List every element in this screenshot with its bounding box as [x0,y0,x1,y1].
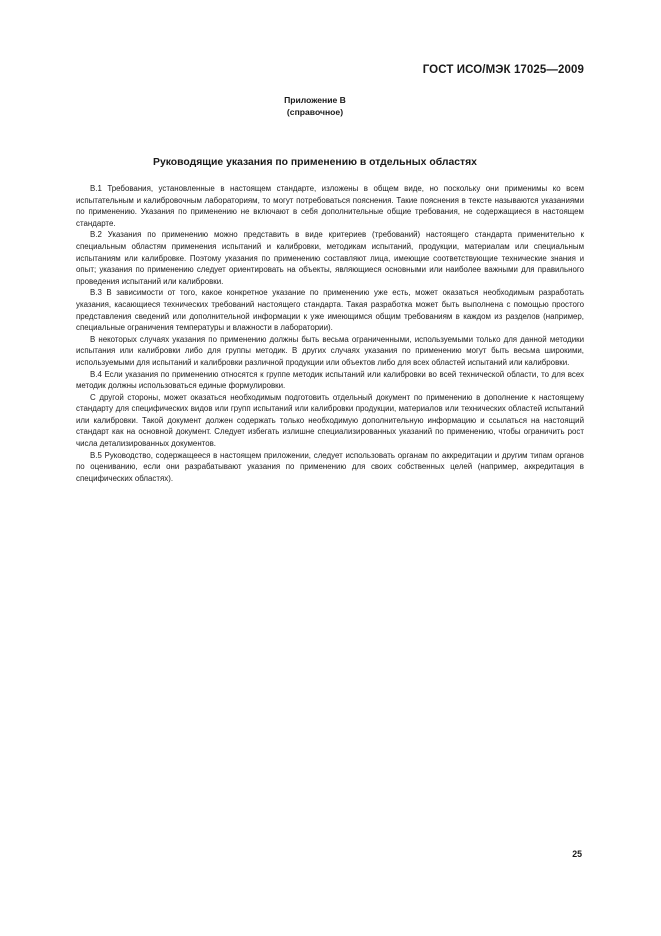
section-title: Руководящие указания по применению в отдельных областях [153,157,477,168]
paragraph-b2: В.2 Указания по применению можно представить в виде критериев (требований) настоящего стандарта применительно к специальным областям применения испытаний и калибровки, методикам испытаний, продукции, материалам или специальным испытаниям или калибровке. Поэтому указания по применению составляют лица, имеющие соответствующие технические знания и опыт; указания по применению следует ориентировать на объекты, являющиеся основными или наиболее важными для правильного проведения испытаний или калибровки. [76,230,584,286]
page-number: 25 [572,849,582,859]
appendix-heading [0,94,630,118]
paragraph-b1: В.1 Требования, установленные в настоящем стандарте, изложены в общем виде, но поскольку они применимы ко всем испытательным и калибровочным лабораториям, то могут потребоваться пояснения. Такие пояснения в тексте называются указаниями по применению. Указания по применению не включают в себя дополнительные общие требования, не содержащиеся в настоящем стандарте. [76,184,584,228]
paragraph-b4-continued: С другой стороны, может оказаться необходимым подготовить отдельный документ по применению в дополнение к настоящему стандарту для специфических видов или групп испытаний или калибровки продукции, материалов или технических областей испытаний или калибровки. Такой документ должен содержать только необходимую дополнительную информацию и ссылаться на настоящий стандарт как на основной документ. Следует избегать излишне специализированных указаний по применению, чтобы ограничить рост числа детализированных документов. [76,392,584,449]
standard-code-header: ГОСТ ИСО/МЭК 17025—2009 [422,64,584,76]
body-text [76,183,584,484]
paragraph-b5: В.5 Руководство, содержащееся в настоящем приложении, следует использовать органам по аккредитации и другим типам органов по оцениванию, если они разрабатывают указания по применению для своих собственных целей (например, аккредитация в специфических областях). [76,450,584,483]
paragraph-b3: В.3 В зависимости от того, какое конкретное указание по применению уже есть, может оказаться необходимым разработать указания, касающиеся технических требований настоящего стандарта. Такая разработка может быть выполнена с помощью простого представления сведений или дополнительной информации к уже имеющимся общим требованиям в каждом из разделов (например, специальные ограничения температуры и влажности в лаборатории). [76,288,584,333]
appendix-subtitle: (справочное) [286,107,344,117]
paragraph-b4: В.4 Если указания по применению относятся к группе методик испытаний или калибровки во всей технической области, то для всех методик должны использоваться единые формулировки. [76,369,584,391]
appendix-title: Приложение В [284,95,346,105]
paragraph-b3-continued: В некоторых случаях указания по применению должны быть весьма ограниченными, используемыми только для данной методики испытания или калибровки либо для группы методик. В других случаях указания по применению могут быть весьма широкими, используемыми для испытаний и калибровки различной продукции или объектов либо для всех областей испытаний или калибровки. [76,334,584,367]
